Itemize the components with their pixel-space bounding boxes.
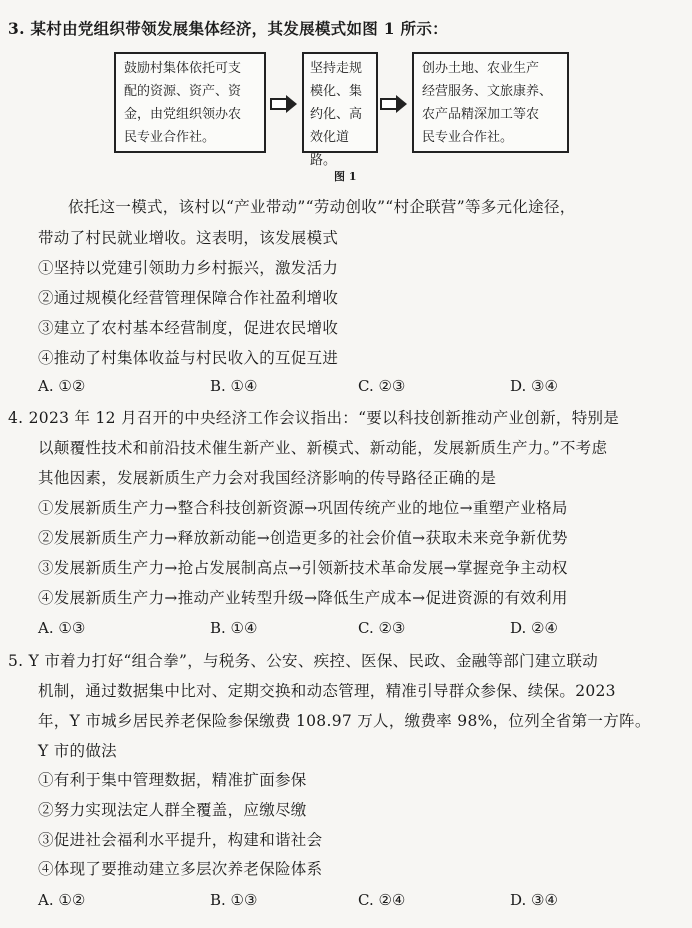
q3-text-line: 带动了村民就业增收。这表明，该发展模式 xyxy=(38,229,339,247)
q3-statement-2: ②通过规模化经营管理保障合作社盈利增收 xyxy=(38,289,339,307)
q3-stem: 3. 某村由党组织带领发展集体经济，其发展模式如图 1 所示： xyxy=(8,19,448,38)
q4-stem-line: 以颠覆性技术和前沿技术催生新产业、新模式、新动能，发展新质生产力。”不考虑 xyxy=(38,439,608,457)
q3-text-line: 依托这一模式，该村以“产业带动”“劳动创收”“村企联营”等多元化途径， xyxy=(68,198,576,216)
q4-option-d: D. ②④ xyxy=(510,619,558,637)
q3-statement-1: ①坚持以党建引领助力乡村振兴，激发活力 xyxy=(38,259,339,277)
q4-statement-3: ③发展新质生产力→抢占发展制高点→引领新技术革命发展→掌握竞争主动权 xyxy=(38,559,568,577)
flow-box-3 xyxy=(412,52,569,153)
q3-option-b: B. ①④ xyxy=(210,377,258,395)
q4-statement-4: ④发展新质生产力→推动产业转型升级→降低生产成本→促进资源的有效利用 xyxy=(38,589,568,607)
q4-stem-line: 其他因素，发展新质生产力会对我国经济影响的传导路径正确的是 xyxy=(38,469,497,487)
q4-option-b: B. ①④ xyxy=(210,619,258,637)
q3-option-c: C. ②③ xyxy=(358,377,406,395)
q4-statement-1: ①发展新质生产力→整合科技创新资源→巩固传统产业的地位→重塑产业格局 xyxy=(38,499,568,517)
q3-statement-3: ③建立了农村基本经营制度，促进农民增收 xyxy=(38,319,339,337)
q5-stem-line: 年，Y 市城乡居民养老保险参保缴费 108.97 万人，缴费率 98%，位列全省第一方阵。 xyxy=(38,712,651,730)
q5-option-d: D. ③④ xyxy=(510,891,558,909)
flow-box-2 xyxy=(302,52,378,168)
q3-option-d: D. ③④ xyxy=(510,377,558,395)
q5-stem-line: 机制，通过数据集中比对、定期交换和动态管理，精准引导群众参保、续保。2023 xyxy=(38,682,616,700)
q4-statement-2: ②发展新质生产力→释放新动能→创造更多的社会价值→获取未来竞争新优势 xyxy=(38,529,568,547)
flow-arrow-2-icon xyxy=(380,93,408,115)
flow-box-1 xyxy=(114,52,266,153)
q4-stem-line: 4. 2023 年 12 月召开的中央经济工作会议指出：“要以科技创新推动产业创新，特别是 xyxy=(8,409,620,427)
q5-statement-3: ③促进社会福利水平提升，构建和谐社会 xyxy=(38,831,323,849)
q5-stem-line: 5. Y 市着力打好“组合拳”，与税务、公安、疾控、医保、民政、金融等部门建立联动 xyxy=(8,652,599,670)
flow-box-1-text: 鼓励村集体依托可支 配的资源、资产、资 金，由党组织领办农 民专业合作社。 xyxy=(124,61,242,145)
flow-box-3-text: 创办土地、农业生产 经营服务、文旅康养、 农产品精深加工等农 民专业合作社。 xyxy=(422,61,553,145)
flow-arrow-1-icon xyxy=(270,93,298,115)
q3-option-a: A. ①② xyxy=(38,377,86,395)
q5-statement-4: ④体现了要推动建立多层次养老保险体系 xyxy=(38,860,323,878)
q5-stem-line: Y 市的做法 xyxy=(38,742,117,760)
q5-statement-1: ①有利于集中管理数据，精准扩面参保 xyxy=(38,771,307,789)
flow-box-2-text: 坚持走规 模化、集 约化、高 效化道路。 xyxy=(310,61,363,168)
q5-statement-2: ②努力实现法定人群全覆盖，应缴尽缴 xyxy=(38,801,307,819)
q4-option-a: A. ①③ xyxy=(38,619,86,637)
q4-option-c: C. ②③ xyxy=(358,619,406,637)
q5-option-a: A. ①② xyxy=(38,891,86,909)
q5-option-c: C. ②④ xyxy=(358,891,406,909)
q5-option-b: B. ①③ xyxy=(210,891,258,909)
figure-caption: 图 1 xyxy=(334,170,357,183)
q3-statement-4: ④推动了村集体收益与村民收入的互促互进 xyxy=(38,349,339,367)
